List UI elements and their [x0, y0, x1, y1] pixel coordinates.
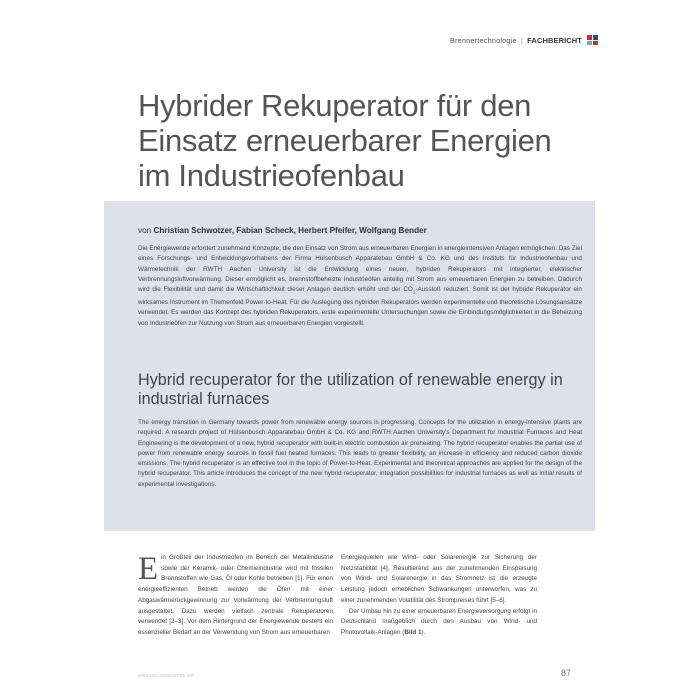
header-separator: |	[520, 36, 523, 45]
body-right-p2-end: ).	[421, 628, 426, 636]
body-column-left	[138, 553, 333, 639]
drop-cap: E	[138, 551, 159, 587]
body-right-paragraph-2	[341, 607, 537, 639]
author-names: Christian Schwotzer, Fabian Scheck, Herbert Pfeifer, Wolfgang Bender	[153, 226, 427, 235]
figure-reference: Bild 1	[404, 628, 422, 636]
english-title: Hybrid recuperator for the utilization of renewable energy in industrial furnaces	[138, 371, 563, 408]
abstract-english: The energy transition in Germany towards power from renewable energy sources is progressing. Concepts for the utilization in energy-intensive plants are required. A research project of Hülsenbusch Apparatebau GmbH & Co. KG and RWTH Aachen University's Department for Industrial Furnaces and Heat Engineering is the development of a new, hybrid recuperator with built-in electric combustion air preheating. The hybrid recuperator enables the partial use of power from renewable energy sources in fossil fuel heated furnaces. This leads to greater flexibility, an increase in efficiency and reduced carbon dioxide emissions. The hybrid recuperator is an effective tool in the topic of Power-to-Heat. Experimental and theoretical approaches are applied for the design of the hybrid recuperator. This article introduces the concept of the new hybrid recuperator, integration possibilities for industrial furnaces as well as initial results of experimental investigations.	[138, 419, 582, 488]
running-header	[450, 36, 582, 45]
header-section: Brennertechnologie	[449, 36, 517, 45]
author-line	[138, 226, 578, 235]
article-title: Hybrider Rekuperator für den Einsatz erneuerbarer Energien im Industrieofenbau	[138, 88, 552, 193]
body-left-text: in Großteil der Industrieöfen im Bereich der Metallindustrie sowie der Keramik- oder Chemieindustrie wird mit fossilen Brennstoffen wie Gas, Öl oder Kohle betrieben [1]. Für einen energieeffizienten Betrieb werden die Öfen mit einer Abgaswärmerückgewinnung zur Vorwärmung der Verbrennungsluft ausgestattet. Dazu werden vielfach zentrale Rekuperatoren verwendet [2–3]. Vor dem Hintergrund der Energiewende besteht ein essenzieller Bedarf an der Verwendung von Strom aus erneuerbaren	[138, 554, 333, 636]
footer-url: www.prozesswaerme.net	[138, 673, 194, 679]
abstract-german-part1: Die Energiewende erfordert zunehmend Konzepte, die den Einsatz von Strom aus erneuerbaren Energien in energieintensiven Anlagen ermöglichen. Das Ziel eines Forschungs- und Entwicklungsvorhabens der Firma Hülsenbusch Apparatebau GmbH & Co. KG und des Instituts für Industrieofenbau und Wärmetechnik der RWTH Aachen University ist die Entwicklung eines neuen, hybriden Rekuperators mit integrierter, elektrischer Verbrennungsluftvorwärmung. Dieser ermöglicht es, brennstoffbeheizte Industrieöfen anteilig mit Strom aus erneuerbaren Energien zu betreiben. Dadurch wird die Flexibilität und damit die Wirtschaftlichkeit dieser Anlagen deutlich erhöht und der CO	[138, 245, 582, 294]
author-prefix: von	[138, 226, 152, 235]
body-right-p2-start: Der Umbau hin zu einer erneuerbaren Energieversorgung erfolgt in Deutschland maßgeblich durch den Ausbau von Wind- und Photovoltaik-Anlagen (	[341, 607, 537, 636]
page-number: 87	[561, 668, 572, 678]
abstract-german	[138, 244, 582, 329]
header-category: FACHBERICHT	[527, 36, 582, 45]
abstract-german-part2: -Ausstoß reduziert. Somit ist der hybride Rekuperator ein wirksames Instrument im Themenfeld Power-to-Heat. Für die Auslegung des hybriden Rekuperators werden experimentelle und theoretische Lösungsansätze verwendet. Es werden das Konzept des hybriden Rekuperators, erste experimentelle Untersuchungen sowie die Einbindungsmöglichkeiten in die Beheizung von Industrieöfen zur Nutzung von Strom aus erneuerbaren Energien vorgestellt.	[138, 286, 582, 327]
co2-subscript: 2	[412, 289, 416, 295]
body-right-paragraph-1: Energiequellen wie Wind- oder Solarenergie zur Sicherung der Netzstabilität [4]. Resultierend aus der zunehmenden Einspeisung von Wind- und Solarenergie in das Stromnetz ist die erzeugte Leistung jedoch erheblichen Schwankungen unterworfen, was zu einer zunehmenden Volatilität des Strompreises führt [5–6].	[341, 554, 537, 604]
body-column-right	[341, 553, 537, 639]
publisher-logo-icon	[587, 35, 599, 45]
